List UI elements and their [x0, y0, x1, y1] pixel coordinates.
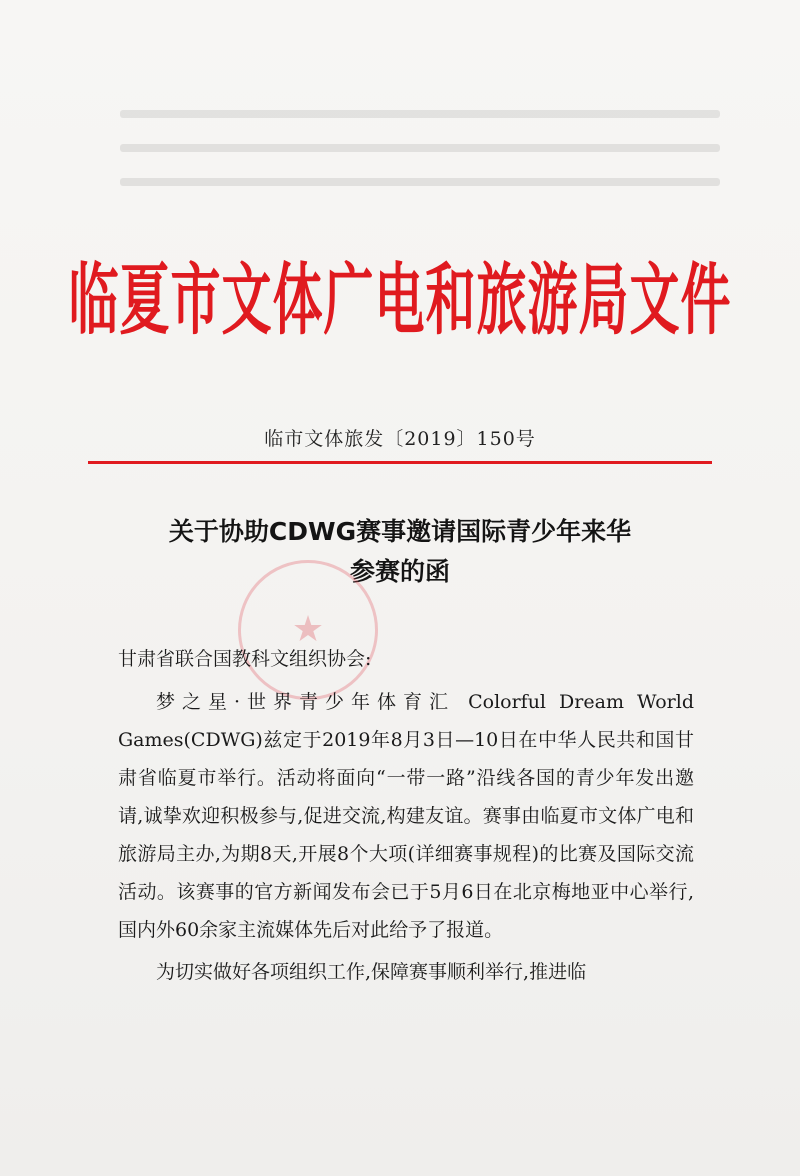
- seal-star-icon: ★: [291, 609, 325, 650]
- document-body: [118, 640, 694, 991]
- subject-line-2: 参赛的函: [349, 557, 450, 586]
- document-number: 临市文体旅发〔2019〕150号: [264, 428, 536, 450]
- bleed-line: [120, 110, 720, 118]
- bleed-line: [120, 144, 720, 152]
- bleed-through-texture: [120, 110, 720, 220]
- document-subject: [0, 512, 800, 592]
- document-header-title: 临夏市文体广电和旅游局文件: [68, 255, 732, 345]
- red-divider-line: [88, 461, 712, 464]
- subject-line-1: 关于协助CDWG赛事邀请国际青少年来华: [168, 517, 632, 546]
- body-paragraph: 为切实做好各项组织工作,保障赛事顺利举行,推进临: [156, 961, 587, 983]
- bleed-line: [120, 178, 720, 186]
- salutation: 甘肃省联合国教科文组织协会:: [118, 648, 372, 670]
- body-paragraph: 梦之星·世界青少年体育汇 Colorful Dream World Games(CDWG)兹定于2019年8月3日—10日在中华人民共和国甘肃省临夏市举行。活动将面向“一带一路”沿线各国的青少年发出邀请,诚挚欢迎积极参与,促进交流,构建友谊。赛事由临夏市文体广电和旅游局主办,为期8天,开展8个大项(详细赛事规程)的比赛及国际交流活动。该赛事的官方新闻发布会已于5月6日在北京梅地亚中心举行,国内外60余家主流媒体先后对此给予了报道。: [118, 691, 694, 941]
